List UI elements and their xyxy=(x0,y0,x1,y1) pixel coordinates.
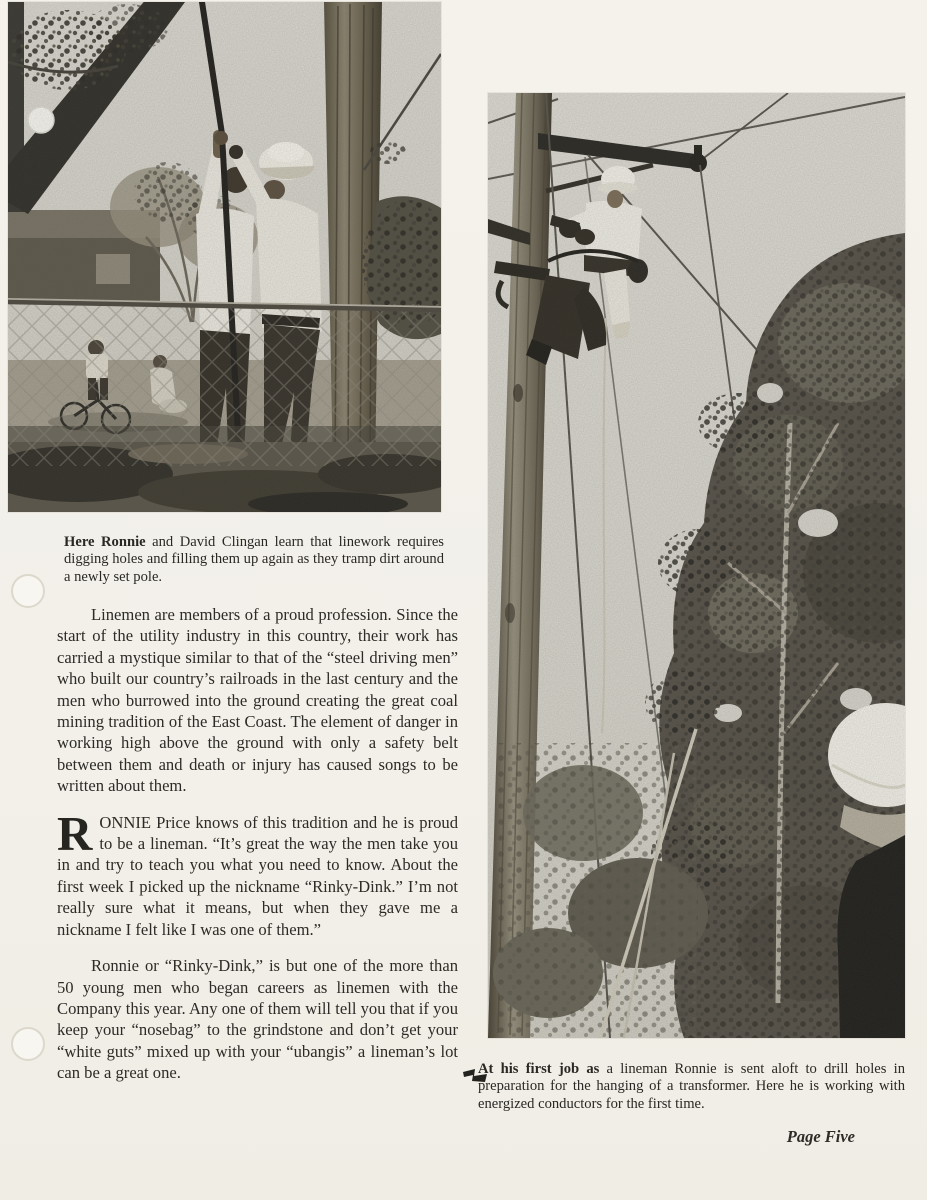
caption-text: a lineman Ronnie is sent aloft to drill holes in preparation for the hanging of a transformer. Here he is working with energized conductors for the first time. xyxy=(478,1060,905,1113)
left-photo-caption xyxy=(64,534,444,587)
page-number: Page Five xyxy=(786,1127,855,1146)
right-photo-illustration xyxy=(488,93,905,1038)
article-paragraph-2 xyxy=(57,805,458,940)
right-photo-caption xyxy=(478,1061,905,1114)
paragraph-text: ONNIE Price knows of this tradition and he is proud to be a lineman. “It’s great the way the men take you in and try to teach you what you need to know. About the first week I picked up the nickname “Rinky-Dink.” I’m not really sure what it means, but when they gave me a nickname I felt like I was one of them.” xyxy=(57,812,458,939)
photo-lineman-aloft xyxy=(488,93,905,1038)
article-paragraph-3 xyxy=(57,955,458,1083)
paragraph-text: Ronnie or “Rinky-Dink,” is but one of the more than 50 young men who began careers as linemen with the Company this year. Any one of them will tell you that if you keep your “nosebag” to the grindstone and don’t get your “white guts” mixed up with your “ubangis” a lineman’s lot can be a great one. xyxy=(57,956,458,1083)
punch-hole xyxy=(11,1027,45,1061)
article-paragraph-1: Linemen are members of a proud profession. Since the start of the utility industry in this country, their work has carried a mystique similar to that of the “steel driving men” who built our country’s railroads in the last century and the men who burrowed into the ground creating the great coal mining tradition of the East Coast. The element of danger in working high above the ground with only a safety belt between them and death or injury has caused songs to be written about them. xyxy=(57,605,458,796)
caption-text: and David Clingan learn that linework requires digging holes and filling them up again as they tramp dirt around a newly set pole. xyxy=(64,533,444,586)
caption-lead-bold: At his first job as xyxy=(478,1060,600,1077)
end-mark-icon xyxy=(426,1067,456,1083)
article-body xyxy=(57,604,458,1084)
drop-cap-letter: R xyxy=(57,805,93,861)
caption-lead-bold: Here Ronnie xyxy=(64,533,146,550)
left-photo-illustration xyxy=(8,2,441,512)
punch-hole xyxy=(11,574,45,608)
photo-linemen-tamping-pole xyxy=(8,2,441,512)
